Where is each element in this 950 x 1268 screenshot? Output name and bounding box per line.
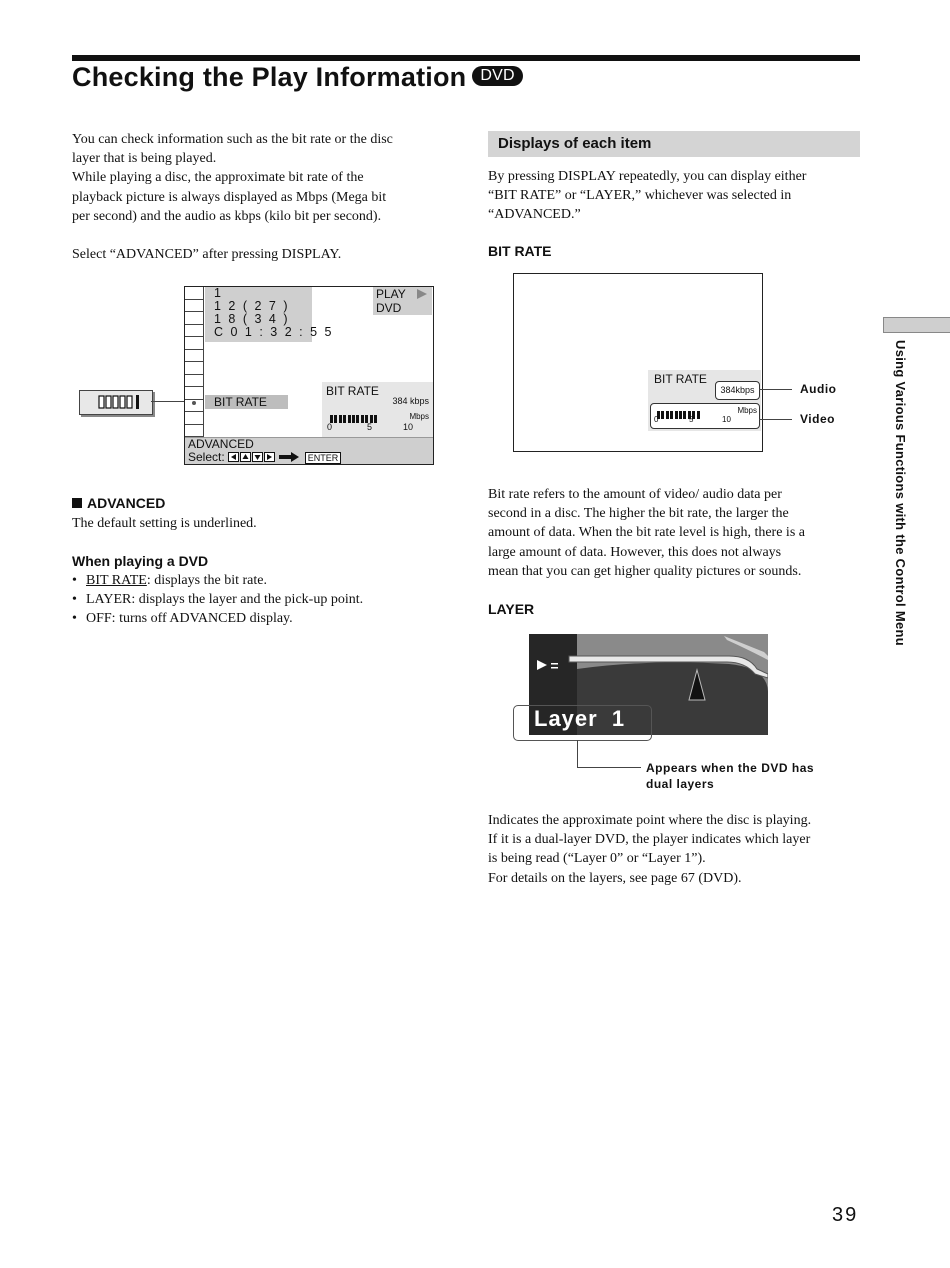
chapter-number: 1 2 ( 2 7 ) — [214, 299, 290, 313]
section-title: Displays of each item — [498, 135, 652, 152]
dvd-heading: When playing a DVD — [72, 553, 209, 569]
chapter-tab-label: Using Various Functions with the Control Menu — [893, 340, 908, 646]
displays-intro — [488, 167, 860, 225]
scale-tick: 5 — [367, 422, 373, 432]
select-label: Select: — [188, 450, 225, 464]
audio-rate: 384kbps — [720, 385, 755, 395]
list-item — [72, 609, 452, 628]
layer-callout — [646, 760, 814, 792]
panel-title: BIT RATE — [326, 384, 379, 398]
scale-tick: 10 — [403, 422, 414, 432]
intro-line: By pressing DISPLAY repeatedly, you can display either — [488, 169, 807, 184]
desc-line: mean that you can get higher quality pictures or sounds. — [488, 563, 802, 579]
menu-icon-column — [185, 287, 204, 437]
intro-line: “ADVANCED.” — [488, 207, 581, 223]
play-status: PLAY — [376, 287, 406, 301]
audio-callout: Audio — [800, 382, 837, 396]
title-rule — [72, 55, 860, 61]
audio-rate: 384 kbps — [392, 396, 429, 406]
video-meter-box — [650, 403, 760, 429]
desc-line: large amount of data. However, this does not always — [488, 544, 782, 560]
page-title-text: Checking the Play Information — [72, 62, 467, 92]
selector-dot-icon — [191, 400, 197, 406]
play-status-block — [373, 287, 432, 315]
audio-leader — [759, 389, 792, 390]
unit-label: Mbps — [737, 406, 757, 415]
list-item — [72, 571, 452, 590]
arrow-right-icon — [279, 452, 301, 462]
intro-line: per second) and the audio as kbps (kilo bit per second). — [72, 208, 382, 224]
title-number: 1 — [214, 286, 223, 300]
display-button-icon — [80, 391, 152, 414]
intro-line: You can check information such as the bit rate or the disc — [72, 132, 393, 147]
bitrate-meter — [657, 406, 701, 424]
enter-key: ENTER — [305, 452, 342, 464]
chapter-tab — [883, 317, 950, 333]
disc-type: DVD — [376, 301, 402, 315]
layer-label: Layer 1 — [534, 706, 626, 731]
option-desc: OFF: turns off ADVANCED display. — [86, 611, 293, 627]
panel-title: BIT RATE — [654, 372, 707, 386]
video-callout: Video — [800, 412, 835, 426]
disc-info-block — [205, 286, 334, 342]
page-title — [72, 62, 523, 93]
intro-line: playback picture is always displayed as Mbps (Mega bit — [72, 189, 387, 205]
layer-leader-horizontal — [577, 767, 641, 768]
option-list — [72, 571, 452, 629]
bitrate-heading: BIT RATE — [488, 243, 552, 259]
selected-menu-item: BIT RATE — [205, 395, 288, 409]
desc-line: If it is a dual-layer DVD, the player indicates which layer — [488, 832, 811, 848]
intro-line: layer that is being played. — [72, 151, 217, 167]
page-number: 39 — [832, 1204, 859, 1226]
desc-line: amount of data. When the bit rate level is high, there is a — [488, 525, 805, 541]
layer-heading: LAYER — [488, 601, 535, 617]
section-header — [488, 131, 860, 157]
option-desc: LAYER: displays the layer and the pick-up point. — [86, 592, 364, 608]
control-menu-screen — [184, 286, 434, 465]
advanced-menu-bar — [185, 437, 433, 464]
menu-name: ADVANCED — [188, 437, 254, 451]
callout-line: Appears when the DVD has — [646, 761, 815, 775]
bitrate-panel — [322, 382, 433, 437]
layer-description — [488, 811, 860, 888]
advanced-heading — [72, 495, 165, 511]
bitrate-screen — [513, 273, 763, 452]
video-leader — [759, 419, 792, 420]
unit-label: Mbps — [409, 412, 429, 421]
intro-paragraph — [72, 130, 452, 226]
desc-line: Bit rate refers to the amount of video/ audio data per — [488, 487, 782, 502]
desc-line: For details on the layers, see page 67 (DVD). — [488, 870, 742, 886]
advanced-heading-text: ADVANCED — [87, 495, 166, 511]
scale-tick: 5 — [689, 415, 694, 424]
play-icon — [417, 289, 427, 299]
track-number: 1 8 ( 3 4 ) — [214, 312, 290, 326]
list-item — [72, 590, 452, 609]
audio-rate-box — [715, 381, 760, 400]
scale-tick: 0 — [327, 422, 333, 432]
time-readout: C 0 1 : 3 2 : 5 5 — [214, 325, 334, 339]
dvd-badge: DVD — [472, 66, 522, 86]
layer-leader-vertical — [577, 740, 578, 767]
desc-line: second in a disc. The higher the bit rate, the larger the — [488, 506, 789, 522]
intro-line: While playing a disc, the approximate bit rate of the — [72, 170, 364, 186]
option-term: BIT RATE — [86, 573, 147, 588]
intro-line: “BIT RATE” or “LAYER,” whichever was selected in — [488, 188, 792, 204]
bitrate-description — [488, 485, 860, 581]
select-hint — [188, 451, 433, 465]
arrow-keys-icon — [228, 452, 276, 462]
option-desc: : displays the bit rate. — [146, 573, 267, 588]
square-bullet-icon — [72, 498, 82, 508]
scale-tick: 10 — [722, 415, 731, 424]
callout-line: dual layers — [646, 777, 715, 791]
default-note: The default setting is underlined. — [72, 516, 257, 531]
layer-label-frame — [513, 705, 652, 741]
select-instruction: Select “ADVANCED” after pressing DISPLAY. — [72, 247, 342, 262]
display-button-illustration — [79, 390, 153, 415]
scale-tick: 0 — [654, 415, 659, 424]
desc-line: Indicates the approximate point where the disc is playing. — [488, 813, 812, 828]
bitrate-panel — [648, 370, 761, 431]
desc-line: is being read (“Layer 0” or “Layer 1”). — [488, 851, 706, 867]
